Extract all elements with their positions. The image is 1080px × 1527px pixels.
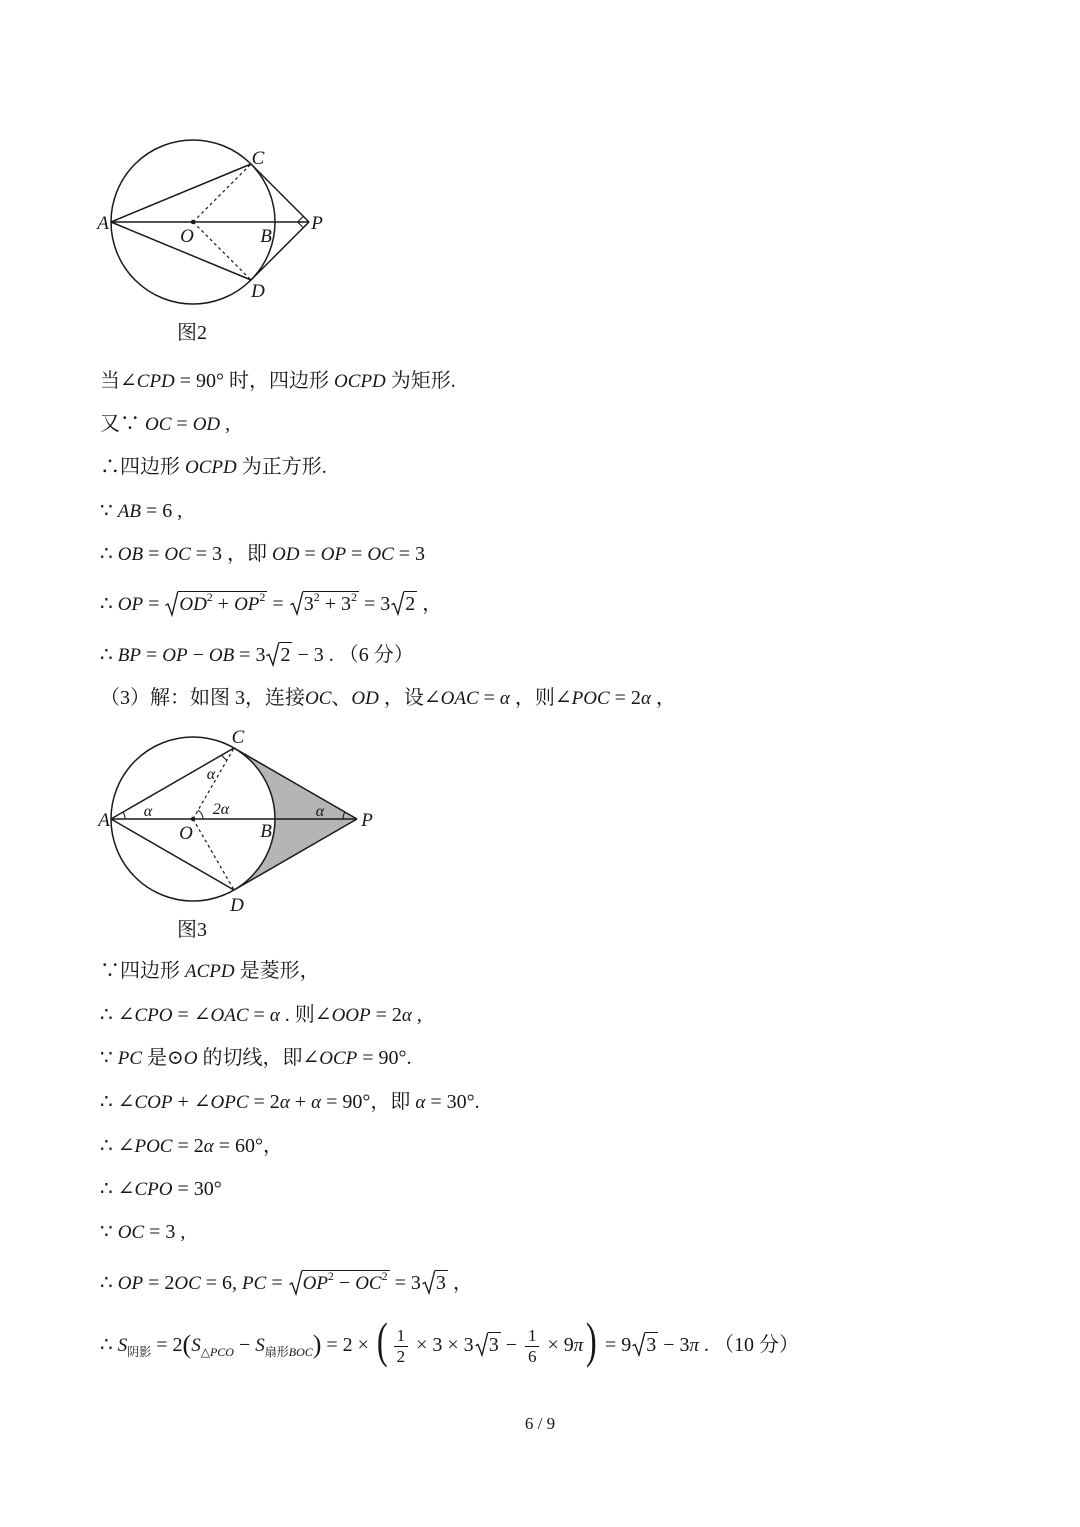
angle-arc-c bbox=[222, 755, 227, 760]
text-run: 2 bbox=[405, 593, 416, 615]
angle-arc-a bbox=[123, 812, 125, 819]
square-root bbox=[391, 591, 417, 615]
fraction-numerator bbox=[394, 1326, 409, 1347]
math-symbol: OCP bbox=[319, 1048, 358, 1069]
math-symbol: PCO bbox=[209, 1345, 234, 1360]
solution-line bbox=[100, 1132, 283, 1160]
subscript bbox=[201, 1345, 234, 1359]
text-run: = 2 bbox=[248, 1091, 280, 1113]
text-run: = 90° 时，四边形 bbox=[174, 370, 335, 392]
text-run: = 90°，即 bbox=[321, 1091, 416, 1113]
text-run: ∴四边形 bbox=[100, 456, 185, 478]
solution-line bbox=[100, 957, 320, 985]
math-symbol: OAC bbox=[440, 688, 479, 709]
text-run: + ∠ bbox=[172, 1091, 211, 1113]
point-label-a: A bbox=[97, 213, 109, 234]
text-run: = 3 bbox=[389, 1272, 421, 1294]
radicand bbox=[404, 591, 417, 615]
square-root bbox=[266, 642, 292, 666]
text-run: ∴ bbox=[100, 644, 118, 666]
segment-od-dashed bbox=[193, 222, 251, 280]
text-run: × 9 bbox=[542, 1334, 574, 1357]
center-point-o bbox=[191, 817, 195, 821]
math-symbol: OC bbox=[305, 688, 332, 709]
text-run: = 3 bbox=[393, 543, 426, 565]
text-run: = 6 , bbox=[140, 500, 183, 522]
math-symbol: OP bbox=[234, 594, 260, 615]
subscript bbox=[265, 1345, 313, 1359]
text-run: = bbox=[478, 687, 500, 709]
square-root bbox=[475, 1332, 501, 1356]
text-run: − bbox=[500, 1334, 522, 1357]
text-run: = 60°， bbox=[213, 1135, 284, 1157]
math-symbol: OC bbox=[117, 1222, 145, 1243]
solution-line bbox=[100, 1218, 185, 1246]
solution-line bbox=[100, 1044, 412, 1072]
text-run: 1 bbox=[527, 1326, 537, 1345]
superscript: 2 bbox=[259, 590, 266, 604]
math-symbol: BOC bbox=[288, 1345, 313, 1360]
text-run: ∵ bbox=[100, 1221, 118, 1243]
math-symbol: POC bbox=[571, 688, 610, 709]
radical-sign-icon bbox=[165, 591, 178, 616]
angle-label-c: α bbox=[206, 766, 216, 783]
math-symbol: OP bbox=[320, 544, 347, 565]
math-symbol: α bbox=[269, 1005, 280, 1026]
text-run: = ∠ bbox=[172, 1004, 211, 1026]
angle-label-p: α bbox=[315, 803, 325, 820]
math-symbol: OP bbox=[302, 1273, 328, 1294]
math-symbol: ACPD bbox=[185, 961, 235, 982]
text-run: , bbox=[220, 413, 231, 435]
math-symbol: α bbox=[401, 1005, 412, 1026]
math-symbol: S bbox=[117, 1335, 128, 1357]
text-run: ∵ bbox=[100, 1047, 118, 1069]
radical-sign-icon bbox=[422, 1270, 435, 1294]
math-symbol: OCPD bbox=[185, 457, 237, 478]
text-run: = 9 bbox=[599, 1334, 632, 1357]
text-run: = 2 bbox=[172, 1135, 204, 1157]
point-label-c: C bbox=[251, 148, 265, 169]
text-run: − bbox=[233, 1334, 256, 1357]
text-run: − 3 bbox=[658, 1334, 690, 1357]
point-label-d: D bbox=[251, 281, 265, 302]
math-symbol: π bbox=[573, 1335, 584, 1357]
text-run: ∴ bbox=[100, 543, 118, 565]
fraction bbox=[394, 1326, 409, 1367]
text-run: = 6, bbox=[200, 1272, 243, 1294]
math-symbol: π bbox=[689, 1335, 700, 1357]
math-symbol: POC bbox=[134, 1136, 173, 1157]
figure-2-diagram bbox=[90, 130, 340, 310]
parenthesis: ) bbox=[312, 1330, 322, 1360]
angle-arc-o bbox=[198, 810, 203, 819]
text-run: ， bbox=[417, 593, 443, 615]
page-number: 6 / 9 bbox=[524, 1414, 556, 1433]
superscript: 2 bbox=[313, 590, 320, 604]
solution-line bbox=[100, 453, 327, 481]
radicand bbox=[435, 1270, 448, 1294]
square-root bbox=[165, 591, 267, 616]
fraction bbox=[525, 1326, 540, 1367]
text-run: , bbox=[411, 1004, 422, 1026]
text-run: = bbox=[171, 413, 193, 435]
square-root bbox=[632, 1332, 658, 1356]
segment-ad bbox=[111, 819, 234, 890]
text-run: ∴ bbox=[100, 593, 118, 615]
segment-ac bbox=[111, 164, 251, 222]
point-label-p: P bbox=[311, 213, 323, 234]
text-run: 为正方形. bbox=[236, 456, 327, 478]
text-run: = bbox=[346, 543, 368, 565]
subscript bbox=[127, 1345, 151, 1359]
text-run: ∴ bbox=[100, 1334, 118, 1357]
point-label-o: O bbox=[179, 823, 193, 844]
text-run: 3 bbox=[303, 593, 314, 615]
math-symbol: α bbox=[279, 1092, 290, 1113]
text-run: 是菱形， bbox=[234, 960, 320, 982]
math-symbol: BP bbox=[117, 645, 141, 666]
superscript: 2 bbox=[206, 590, 213, 604]
text-run: ∴ ∠ bbox=[100, 1091, 135, 1113]
text-run: = 3 , bbox=[144, 1221, 186, 1243]
solution-line bbox=[100, 1175, 222, 1203]
text-run: ∴ ∠ bbox=[100, 1178, 135, 1200]
center-point-o bbox=[191, 220, 195, 224]
point-label-b: B bbox=[260, 226, 272, 247]
radicand bbox=[279, 642, 292, 666]
text-run: 阴影 bbox=[127, 1345, 152, 1360]
text-run: . 则∠ bbox=[279, 1004, 332, 1026]
text-run: = bbox=[266, 1272, 288, 1294]
text-run: ∵四边形 bbox=[100, 960, 185, 982]
text-run: = bbox=[267, 593, 289, 615]
radical-sign-icon bbox=[391, 591, 404, 615]
solution-line bbox=[100, 590, 442, 618]
point-label-o: O bbox=[180, 226, 194, 247]
text-run: = 2 bbox=[370, 1004, 402, 1026]
text-run: = bbox=[143, 593, 165, 615]
math-symbol: α bbox=[499, 688, 510, 709]
large-parenthesis: ( bbox=[376, 1312, 388, 1369]
math-symbol: α bbox=[640, 688, 651, 709]
text-run: = 30° bbox=[172, 1178, 222, 1200]
text-run: 、 bbox=[331, 687, 352, 709]
solution-line bbox=[100, 367, 456, 395]
text-run: = 2 bbox=[609, 687, 641, 709]
point-label-d: D bbox=[230, 895, 244, 916]
math-symbol: AB bbox=[117, 501, 141, 522]
segment-od-dashed bbox=[193, 819, 234, 890]
superscript: 2 bbox=[350, 590, 357, 604]
point-label-p: P bbox=[361, 810, 373, 831]
radical-sign-icon bbox=[266, 642, 279, 666]
math-symbol: CPO bbox=[134, 1179, 173, 1200]
text-run: 扇形 bbox=[264, 1345, 289, 1360]
text-run: 1 bbox=[396, 1326, 406, 1345]
math-symbol: OPC bbox=[210, 1092, 249, 1113]
text-run: 3 bbox=[488, 1334, 499, 1357]
solution-line bbox=[100, 540, 425, 568]
text-run: ， bbox=[650, 687, 676, 709]
point-label-b: B bbox=[260, 821, 272, 842]
math-symbol: OP bbox=[117, 594, 144, 615]
math-symbol: OCPD bbox=[334, 371, 386, 392]
math-symbol: OC bbox=[145, 414, 172, 435]
text-run: ∴ bbox=[100, 1272, 118, 1294]
solution-line bbox=[100, 497, 182, 525]
square-root bbox=[290, 591, 359, 615]
text-run: 2 bbox=[280, 644, 291, 666]
square-root bbox=[289, 1270, 390, 1295]
text-run: 6 bbox=[527, 1347, 537, 1366]
text-run: = 2 bbox=[151, 1334, 183, 1357]
text-run: 又∵ bbox=[100, 413, 145, 435]
fraction-denominator bbox=[525, 1347, 540, 1367]
text-run: 为矩形. bbox=[385, 370, 456, 392]
text-run: . （10 分） bbox=[699, 1334, 800, 1357]
text-run: + bbox=[289, 1091, 312, 1113]
text-run: = bbox=[248, 1004, 270, 1026]
text-run: ，设∠ bbox=[378, 687, 441, 709]
solution-line bbox=[100, 410, 230, 438]
figure-2-caption: 图2 bbox=[177, 322, 207, 344]
math-symbol: OD bbox=[192, 414, 221, 435]
solution-line bbox=[100, 684, 676, 712]
math-symbol: OAC bbox=[210, 1005, 249, 1026]
figure-3-diagram bbox=[90, 718, 390, 918]
text-run: = 3 bbox=[358, 593, 391, 615]
math-symbol: OC bbox=[164, 544, 191, 565]
text-run: − bbox=[333, 1272, 356, 1294]
math-symbol: OB bbox=[117, 544, 144, 565]
math-symbol: OP bbox=[117, 1273, 144, 1294]
radical-sign-icon bbox=[289, 1270, 302, 1295]
text-run: ， bbox=[447, 1272, 473, 1294]
math-symbol: OP bbox=[162, 645, 188, 666]
math-symbol: OD bbox=[351, 688, 379, 709]
math-symbol: OC bbox=[355, 1273, 382, 1294]
math-symbol: OB bbox=[208, 645, 235, 666]
superscript: 2 bbox=[327, 1269, 334, 1283]
solution-line bbox=[100, 1269, 473, 1297]
math-symbol: α bbox=[203, 1136, 214, 1157]
math-symbol: PC bbox=[242, 1273, 267, 1294]
radical-sign-icon bbox=[290, 591, 303, 615]
angle-label-a: α bbox=[143, 803, 153, 820]
radicand bbox=[178, 591, 267, 616]
solution-line bbox=[100, 1312, 800, 1369]
text-run: − bbox=[187, 644, 209, 666]
text-run: − 3 . （6 分） bbox=[292, 644, 414, 666]
math-symbol: OD bbox=[179, 594, 207, 615]
math-symbol: O bbox=[183, 1048, 198, 1069]
solution-line bbox=[100, 641, 414, 669]
math-symbol: α bbox=[415, 1092, 426, 1113]
text-run: ∵ bbox=[100, 500, 118, 522]
math-symbol: S bbox=[191, 1335, 201, 1357]
radicand bbox=[488, 1332, 501, 1356]
text-run: 是⊙ bbox=[142, 1047, 184, 1069]
math-symbol: S bbox=[255, 1335, 265, 1357]
text-run: = bbox=[143, 543, 165, 565]
text-run: = bbox=[140, 644, 163, 666]
text-run: （3）解：如图 3，连接 bbox=[100, 687, 305, 709]
superscript: 2 bbox=[381, 1269, 388, 1283]
math-symbol: COP bbox=[134, 1092, 173, 1113]
angle-label-o: 2α bbox=[212, 801, 230, 818]
text-run: = 3 bbox=[234, 644, 266, 666]
math-symbol: α bbox=[311, 1092, 322, 1113]
parenthesis: ( bbox=[182, 1330, 192, 1360]
math-symbol: OOP bbox=[331, 1005, 371, 1026]
math-symbol: OC bbox=[174, 1273, 201, 1294]
large-parenthesis: ) bbox=[586, 1312, 598, 1369]
text-run: △ bbox=[200, 1345, 210, 1360]
math-symbol: PC bbox=[117, 1048, 143, 1069]
text-run: ，则∠ bbox=[509, 687, 572, 709]
text-run: 2 bbox=[396, 1347, 406, 1366]
text-run: 的切线，即∠ bbox=[197, 1047, 320, 1069]
radicand bbox=[303, 591, 359, 615]
text-run: = 30°. bbox=[425, 1091, 480, 1113]
text-run: + bbox=[212, 593, 235, 615]
text-run: = bbox=[299, 543, 321, 565]
text-run: = 2 × bbox=[321, 1334, 374, 1357]
radicand bbox=[302, 1270, 390, 1295]
fraction-denominator bbox=[394, 1347, 409, 1367]
text-run: ∴ ∠ bbox=[100, 1004, 135, 1026]
math-symbol: OC bbox=[367, 544, 394, 565]
point-label-c: C bbox=[231, 727, 245, 748]
math-symbol: OD bbox=[272, 544, 300, 565]
point-label-a: A bbox=[98, 810, 110, 831]
square-root bbox=[422, 1270, 448, 1294]
text-run: = 3 ，即 bbox=[190, 543, 273, 565]
figure-3-caption: 图3 bbox=[177, 919, 207, 941]
solution-line bbox=[100, 1001, 422, 1029]
text-run: ∴ ∠ bbox=[100, 1135, 135, 1157]
text-run: + 3 bbox=[319, 593, 351, 615]
fraction-numerator bbox=[525, 1326, 540, 1347]
text-run: × 3 × 3 bbox=[411, 1334, 474, 1357]
text-run: 3 bbox=[646, 1334, 657, 1357]
radicand bbox=[645, 1332, 658, 1356]
segment-oc-dashed bbox=[193, 164, 251, 222]
text-run: = 2 bbox=[143, 1272, 175, 1294]
text-run: = 90°. bbox=[357, 1047, 412, 1069]
solution-line bbox=[100, 1088, 480, 1116]
radical-sign-icon bbox=[475, 1332, 488, 1356]
math-symbol: CPO bbox=[134, 1005, 173, 1026]
text-run: 当∠ bbox=[100, 370, 137, 392]
text-run: 3 bbox=[435, 1272, 446, 1294]
math-symbol: CPD bbox=[136, 371, 175, 392]
segment-cp bbox=[251, 164, 309, 222]
radical-sign-icon bbox=[632, 1332, 645, 1356]
